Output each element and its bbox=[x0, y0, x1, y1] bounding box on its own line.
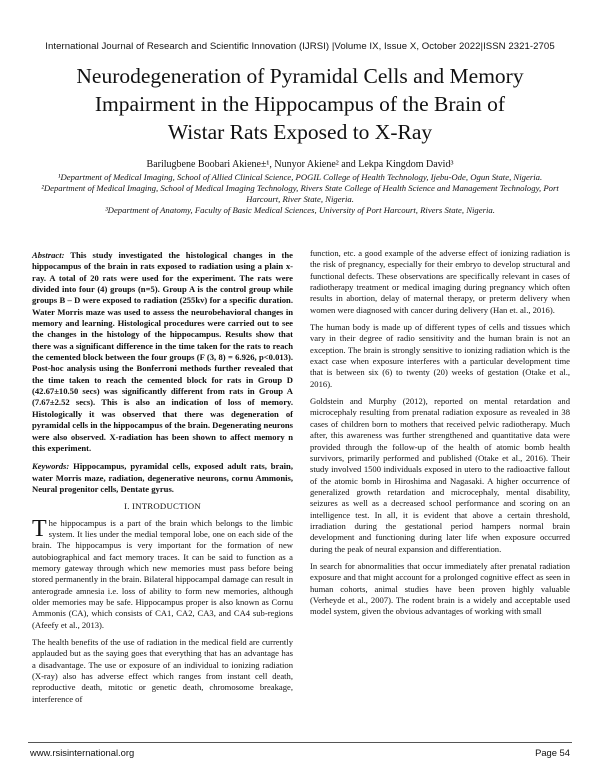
body-paragraph: Goldstein and Murphy (2012), reported on mental retardation and microcephaly resulting from prenatal radiation exposure as revealed in 38 cases of children born to mothers that received pelvic radiotherapy. Much after, this awareness was further strengthened and quantitative data were provided through the follow-up of the health of atomic bomb health survivors, primarily performed and published (Otake et al., 2016). Their study involved 1500 individuals exposed in utero to the radioactive fallout of the atomic bomb in Hiroshima and Nagasaki. A higher occurrence of generalized growth retardation and microcephaly, mental disability, seizures as well as a decreased school performance and scoring on an intelligence test. In all, it is evident that above a certain threshold, irradiation during the gestational period hampers normal brain development and functioning during later life when exposure occurred during the peak of neural expansion and differentiation. bbox=[310, 396, 570, 554]
abstract-label: Abstract: bbox=[32, 250, 65, 260]
intro-paragraph-text: he hippocampus is a part of the brain which belongs to the limbic system. It lies under the medial temporal lobe, one on each side of the brain. The hippocampus is very important for the formation of new autobiographical and fact memory traces. It can be said to function as a memory gateway through which new memories must pass before being stored permanently in the brain. Bilateral hippocampal damage can result in anterograde amnesia i.e. loss of ability to form new memories, although older memories may be safe. Hippocampus proper is also known as Cornu Ammonis (CA), which consists of CA1, CA2, CA3, and CA4 sub-regions (Afeefy et al., 2013). bbox=[32, 517, 293, 630]
intro-paragraph bbox=[32, 515, 293, 631]
body-paragraph: function, etc. a good example of the adverse effect of ionizing radiation is the risk of pregnancy, especially for their embryo to develop structural and functional defects. These observations are specifically relevant in cases of radiotherapy treatment or medical imaging during pregnancy which often results in abortion, delay of maternal therapy, or preterm delivery when women were diagnosed with cancer during delivery (Han et. al., 2016). bbox=[310, 248, 570, 315]
right-column bbox=[310, 248, 570, 624]
abstract bbox=[32, 250, 293, 454]
affiliation-2: ²Department of Medical Imaging, School of Medical Imaging Technology, Rivers State College of Health Science and Management Technology, Port Harcourt, River State, Nigeria. bbox=[41, 183, 559, 204]
keywords bbox=[32, 461, 293, 495]
author-list: Barilugbene Boobari Akiene±¹, Nunyor Akiene² and Lekpa Kingdom David³ bbox=[146, 159, 454, 170]
keywords-label: Keywords: bbox=[32, 461, 70, 472]
page-number: Page 54 bbox=[535, 747, 570, 758]
title-line: Neurodegeneration of Pyramidal Cells and Memory bbox=[76, 64, 524, 88]
footer-website-link[interactable]: www.rsisinternational.org bbox=[30, 747, 135, 758]
left-column bbox=[32, 250, 293, 711]
section-heading-introduction: I. INTRODUCTION bbox=[124, 501, 201, 512]
body-paragraph: The human body is made up of different types of cells and tissues which vary in their degree of radio sensitivity and the human brain is not an exception. The brain is strongly sensitive to ionizing radiation which is the exact case when exposure interferes with a particular development time that is between six (6) to twenty (20) weeks of gestation (Otake et al., 2016). bbox=[310, 322, 570, 389]
affiliations bbox=[40, 172, 560, 216]
body-paragraph: In search for abnormalities that occur immediately after prenatal radiation exposure and that might account for a prolonged cognitive effect as seen in human cohorts, animal studies have been proven highly valuable (Verheyde et al., 2007). The rodent brain is a widely and acceptable used model system, given the obvious advantages of working with small bbox=[310, 560, 570, 617]
intro-paragraph: The health benefits of the use of radiation in the medical field are currently applauded but as the saying goes that everything that has an advantage has a disadvantage. The use or exposure of an individual to ionizing radiation (X-ray) also has adverse effect which ranges from instant cell death, reproductive death, mitotic or genetic death, chromosome breakage, interference of bbox=[32, 637, 293, 704]
title-line: Impairment in the Hippocampus of the Brain of bbox=[94, 92, 506, 116]
title-line: Wistar Rats Exposed to X-Ray bbox=[167, 120, 433, 144]
affiliation-3: ³Department of Anatomy, Faculty of Basic Medical Sciences, University of Port Harcourt, Rivers State, Nigeria. bbox=[105, 205, 495, 215]
keywords-text: Hippocampus, pyramidal cells, exposed adult rats, brain, water Morris maze, radiation, degenerative neurons, cornu Ammonis, Neural progenitor cells, Dentate gyrus. bbox=[32, 461, 293, 494]
footer-divider bbox=[28, 742, 572, 743]
affiliation-1: ¹Department of Medical Imaging, School of Allied Clinical Science, POGIL College of Health Technology, Ijebu-Ode, Ogun State, Nigeria. bbox=[57, 172, 543, 182]
paper-title bbox=[30, 62, 570, 146]
drop-cap: T bbox=[32, 515, 47, 542]
journal-header: International Journal of Research and Scientific Innovation (IJRSI) |Volume IX, Issue X, October 2022|ISSN 2321-2705 bbox=[45, 41, 555, 52]
abstract-text: This study investigated the histological changes in the hippocampus of the brain in rats exposed to radiation using a plain x-ray. A total of 20 rats were used for the experiment. The rats were divided into four (4) groups (n=5). Group A is the control group while groups B – D were exposed to radiation (255kv) for a specific duration. Water Morris maze was used to assess the neurobehavioral changes in memory and learning. Histological procedures were carried out to see the changes in the histology of the hippocampus. Results show that there was a significant difference in the time taken for the rats to reach the cemented block between the four groups (F (3, 8) = 6.926, p<0.013). Post-hoc analysis using the Bonferroni methods further revealed that the time taken to reach the cemented block for rats in Group D (42.67±10.50 secs) was significantly different from rats in Group A (7.67±2.52 secs). This is also an indication of loss of memory. Histologically it was observed that there was degeneration of pyramidal cells in the hippocampus of the brain. Degenerating neurons were also observed. X-radiation has been shown to affect memory n this experiment. bbox=[32, 250, 293, 453]
